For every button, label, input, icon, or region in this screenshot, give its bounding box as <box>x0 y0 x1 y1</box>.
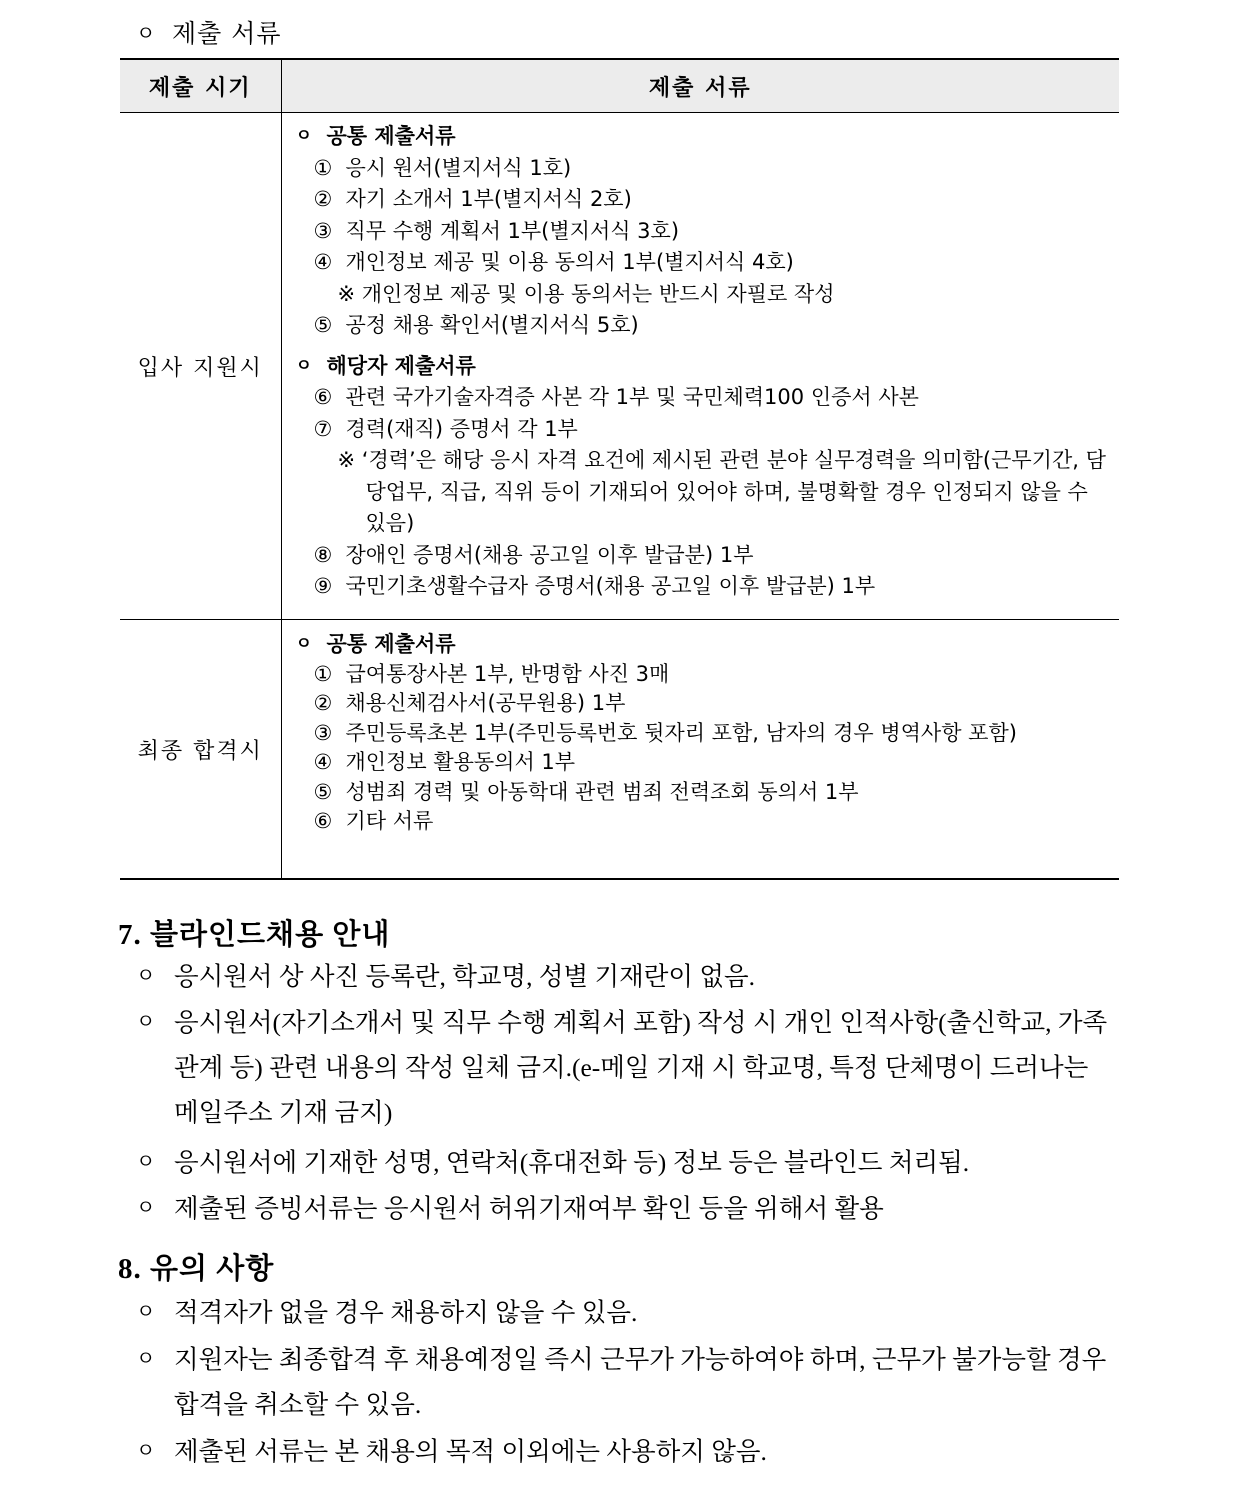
item-text: 성범죄 경력 및 아동학대 관련 범죄 전력조회 동의서 1부 <box>345 779 859 804</box>
item-number: ② <box>313 691 333 715</box>
header-documents: 제출 서류 <box>281 59 1119 113</box>
item-number: ⑤ <box>313 779 333 804</box>
heading-text: 공통 제출서류 <box>326 124 456 148</box>
bullet-text: 적격자가 없을 경우 채용하지 않을 수 있음. <box>174 1298 638 1327</box>
career-note: ※ ‘경력’은 해당 응시 자격 요건에 제시된 관련 분야 실무경력을 의미함(근무기간, 담당업무, 직급, 직위 등이 기재되어 있어야 하며, 불명확할 경우 인정되지 않을 수 있음) <box>337 448 1106 535</box>
item-number: ⑦ <box>313 416 333 441</box>
item-number: ① <box>313 661 333 686</box>
section-7-bullet <box>136 1000 1116 1135</box>
bullet-text: 제출 서류 <box>172 19 282 48</box>
item-number: ⑧ <box>313 542 333 567</box>
item-text: 자기 소개서 1부(별지서식 2호) <box>345 187 632 211</box>
bullet-mark: ㅇ <box>136 1197 156 1219</box>
consent-note: ※ 개인정보 제공 및 이용 동의서는 반드시 자필로 작성 <box>337 281 835 306</box>
list-item <box>314 382 1120 414</box>
item-number: ① <box>313 155 333 180</box>
bullet-mark: ㅇ <box>136 1440 156 1462</box>
table-row <box>120 113 1119 620</box>
list-item <box>314 216 1120 248</box>
item-number: ⑥ <box>313 809 333 833</box>
list-item <box>314 414 1120 446</box>
bullet-mark: ㅇ <box>136 1348 156 1370</box>
period-cell: 입사 지원시 <box>120 113 281 620</box>
list-item <box>314 807 1120 837</box>
list-item <box>314 778 1120 808</box>
item-number: ③ <box>313 720 333 745</box>
list-item <box>314 571 1120 603</box>
list-item <box>314 748 1120 778</box>
bullet-mark: ㅇ <box>136 21 157 45</box>
period-cell: 최종 합격시 <box>120 620 281 880</box>
item-text: 개인정보 제공 및 이용 동의서 1부(별지서식 4호) <box>345 250 794 274</box>
item-text: 급여통장사본 1부, 반명함 사진 3매 <box>345 661 670 686</box>
item-number: ④ <box>313 250 333 274</box>
bullet-mark: ㅇ <box>295 126 312 146</box>
section-7-bullet <box>136 1186 1116 1231</box>
table-header-row <box>120 59 1119 113</box>
documents-cell <box>281 113 1119 620</box>
common-docs-heading <box>296 121 1120 153</box>
item-number: ④ <box>313 750 333 774</box>
section-8-bullet <box>136 1290 1116 1335</box>
list-item <box>314 689 1120 719</box>
bullet-mark: ㅇ <box>295 355 312 376</box>
submission-docs-bullet <box>136 14 282 50</box>
section-7-title: 7. 블라인드채용 안내 <box>118 919 391 951</box>
bullet-mark: ㅇ <box>136 1301 156 1323</box>
bullet-mark: ㅇ <box>136 1011 156 1033</box>
list-item <box>314 660 1120 690</box>
list-item <box>314 247 1120 279</box>
submission-docs-table <box>120 58 1119 880</box>
section-8-title: 8. 유의 사항 <box>118 1253 275 1285</box>
list-item <box>314 310 1120 342</box>
item-text: 채용신체검사서(공무원용) 1부 <box>345 691 626 715</box>
list-item <box>314 153 1120 185</box>
item-number: ⑨ <box>313 574 333 598</box>
bullet-mark: ㅇ <box>136 1151 156 1173</box>
item-text: 장애인 증명서(채용 공고일 이후 발급분) 1부 <box>345 542 754 567</box>
bullet-text: 제출된 서류는 본 채용의 목적 이외에는 사용하지 않음. <box>174 1437 767 1466</box>
bullet-text: 응시원서(자기소개서 및 직무 수행 계획서 포함) 작성 시 개인 인적사항(출신학교, 가족관계 등) 관련 내용의 작성 일체 금지.(e-메일 기재 시 학교명, 특정 단체명이 드러나는 메일주소 기재 금지) <box>174 1008 1108 1127</box>
item-text: 기타 서류 <box>345 809 434 833</box>
heading-text: 해당자 제출서류 <box>326 353 476 378</box>
item-number: ③ <box>313 218 333 243</box>
item-text: 관련 국가기술자격증 사본 각 1부 및 국민체력100 인증서 사본 <box>345 385 919 409</box>
item-text: 경력(재직) 증명서 각 1부 <box>345 416 578 441</box>
bullet-text: 지원자는 최종합격 후 채용예정일 즉시 근무가 가능하여야 하며, 근무가 불가능할 경우 합격을 취소할 수 있음. <box>174 1345 1107 1419</box>
documents-cell <box>281 620 1119 880</box>
applicable-docs-heading <box>296 351 1120 383</box>
item-number: ⑤ <box>313 313 333 337</box>
header-period: 제출 시기 <box>120 59 281 113</box>
item-number: ② <box>313 187 333 211</box>
section-7-bullet <box>136 954 1116 999</box>
item-text: 직무 수행 계획서 1부(별지서식 3호) <box>345 218 680 243</box>
list-item <box>314 184 1120 216</box>
common-docs-heading <box>296 630 1120 660</box>
item-text: 국민기초생활수급자 증명서(채용 공고일 이후 발급분) 1부 <box>345 574 876 598</box>
bullet-mark: ㅇ <box>295 634 312 654</box>
heading-text: 공통 제출서류 <box>326 632 456 656</box>
bullet-text: 응시원서 상 사진 등록란, 학교명, 성별 기재란이 없음. <box>174 962 756 991</box>
bullet-mark: ㅇ <box>136 965 156 987</box>
item-text: 응시 원서(별지서식 1호) <box>345 155 572 180</box>
section-7-bullet <box>136 1140 1116 1185</box>
item-number: ⑥ <box>313 385 333 409</box>
section-8-bullet <box>136 1337 1116 1427</box>
table-row <box>120 620 1119 880</box>
item-text: 개인정보 활용동의서 1부 <box>345 750 576 774</box>
list-item <box>314 540 1120 572</box>
item-text: 주민등록초본 1부(주민등록번호 뒷자리 포함, 남자의 경우 병역사항 포함) <box>345 720 1017 745</box>
section-8-bullet <box>136 1429 1116 1474</box>
bullet-text: 응시원서에 기재한 성명, 연락처(휴대전화 등) 정보 등은 블라인드 처리됨. <box>174 1148 970 1177</box>
item-text: 공정 채용 확인서(별지서식 5호) <box>345 313 639 337</box>
bullet-text: 제출된 증빙서류는 응시원서 허위기재여부 확인 등을 위해서 활용 <box>174 1194 884 1223</box>
list-item <box>314 719 1120 749</box>
